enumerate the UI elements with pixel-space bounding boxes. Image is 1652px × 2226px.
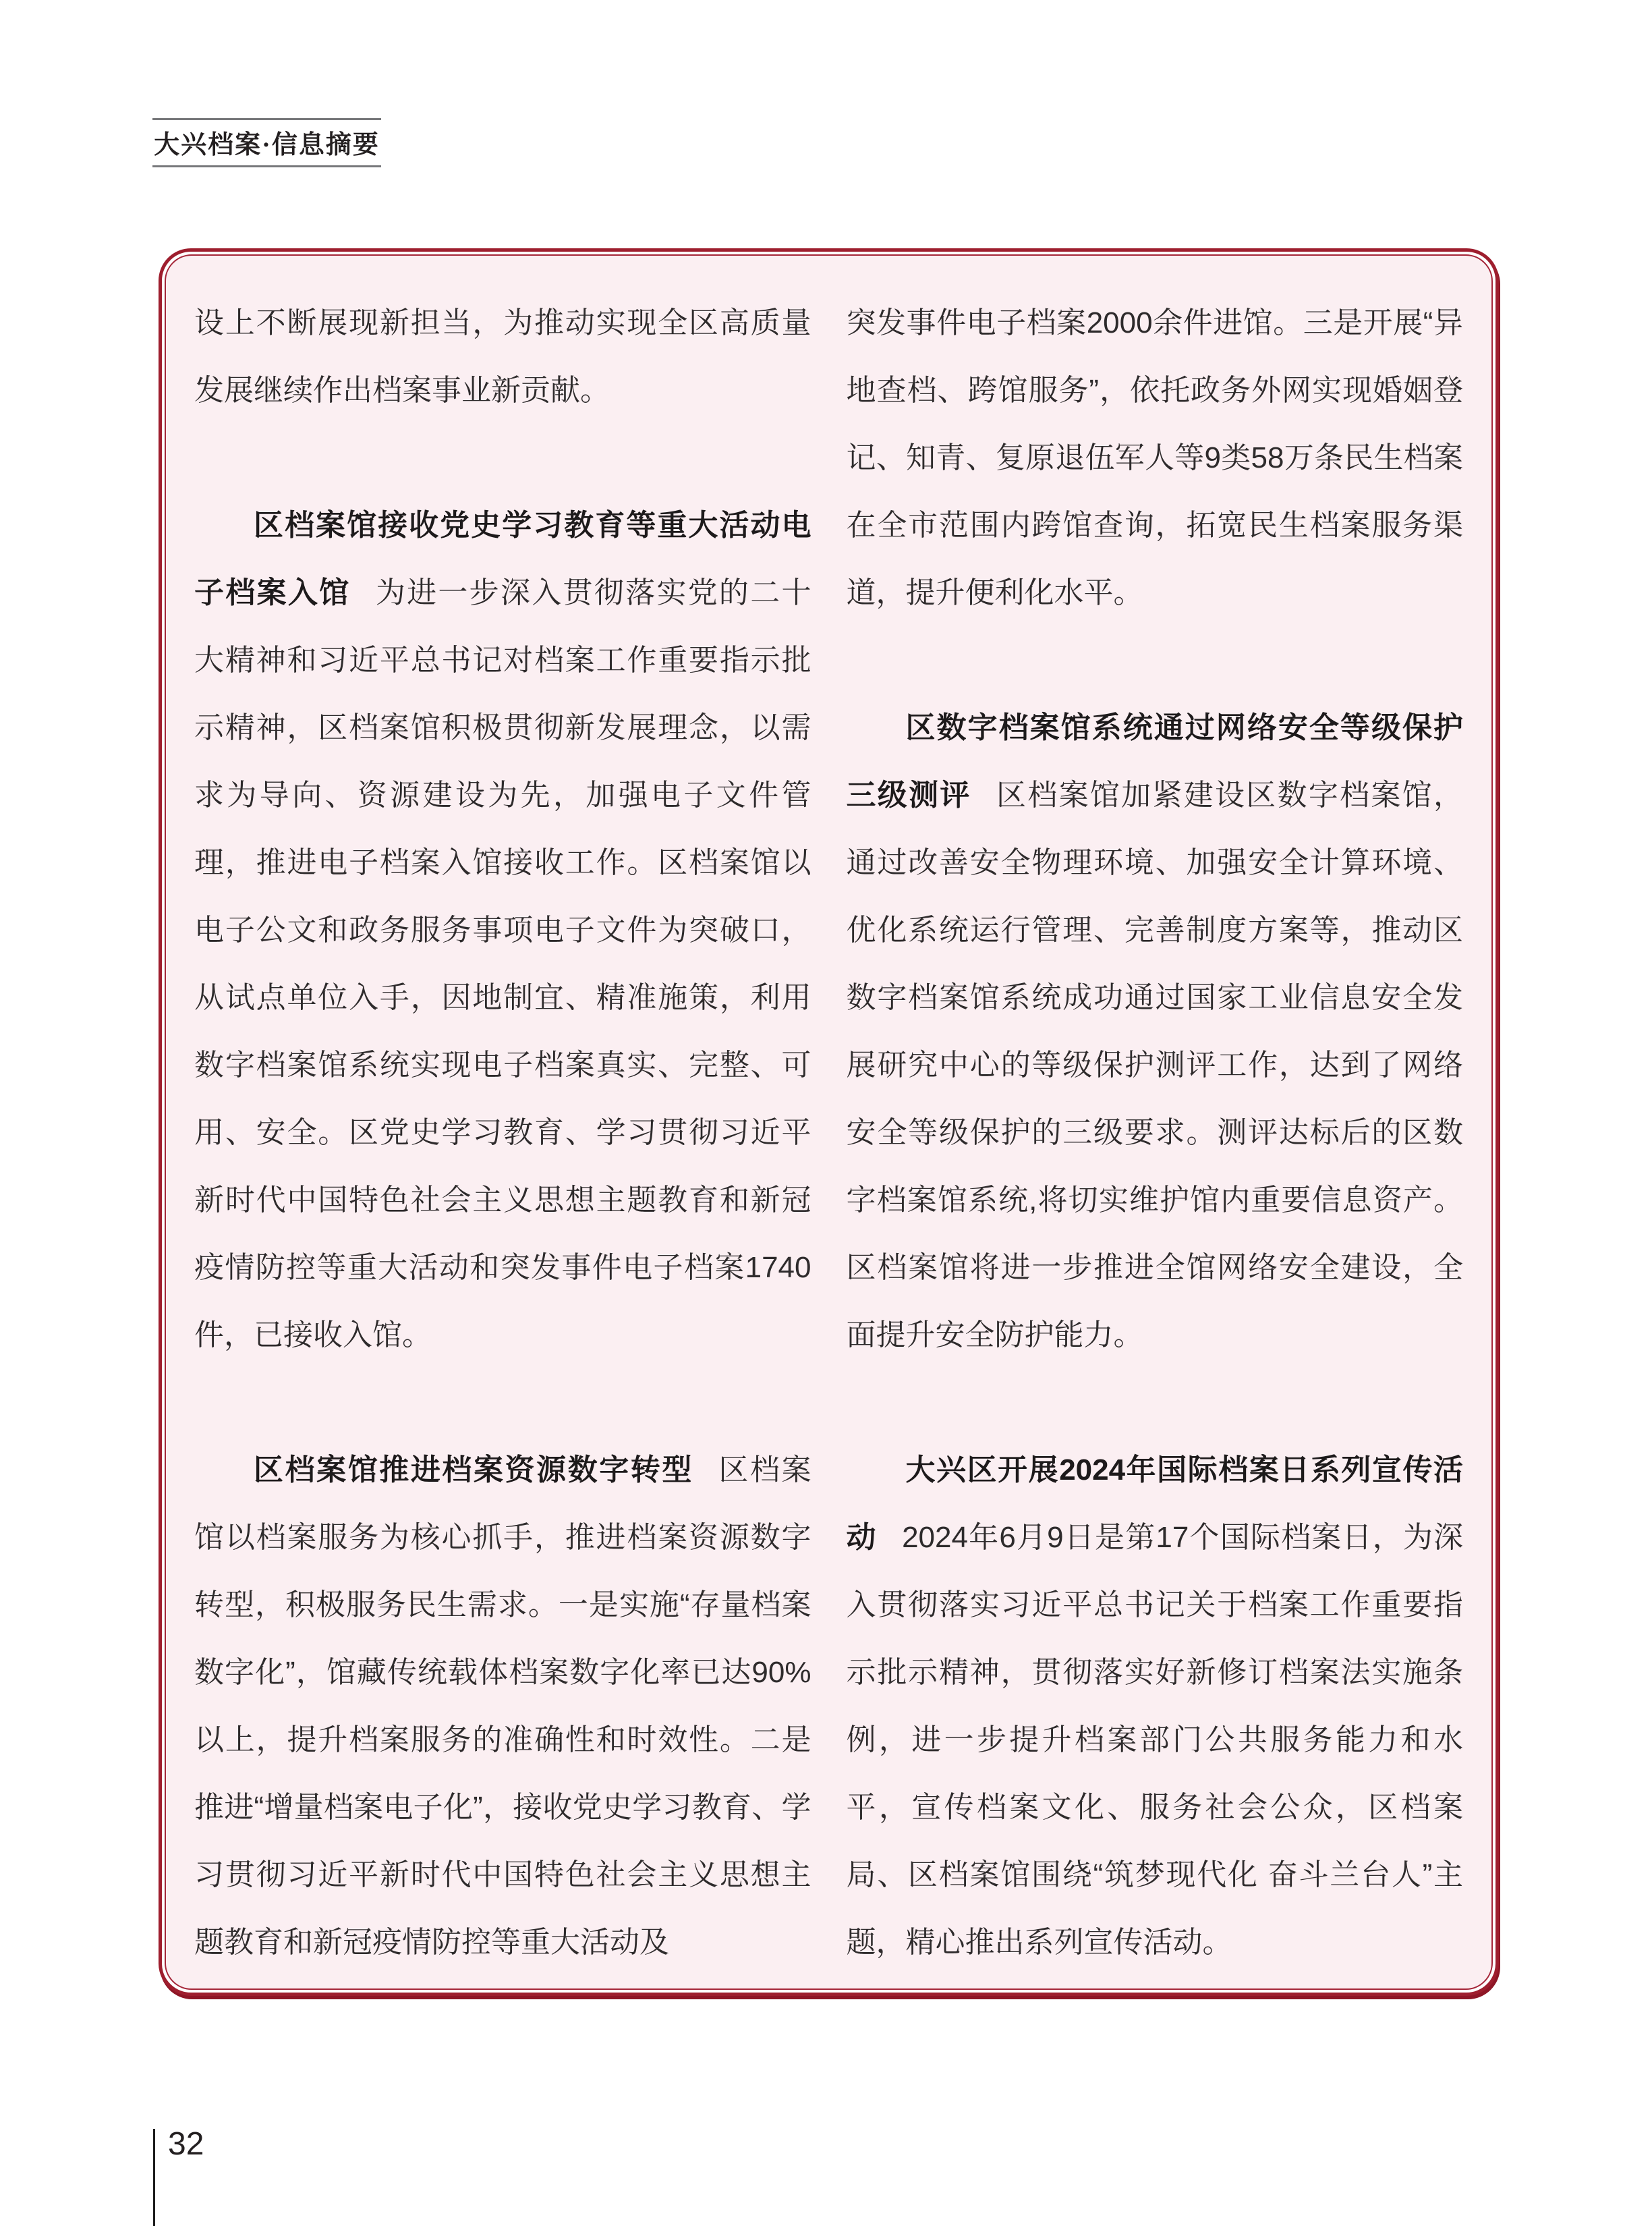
news-item-heading: 区数字档案馆系统通过网络安全等级保护三级测评 bbox=[846, 711, 1463, 812]
folio-rule bbox=[153, 2129, 155, 2226]
news-item-heading: 区档案馆推进档案资源数字转型 bbox=[254, 1453, 693, 1486]
page-title: 大兴档案·信息摘要 bbox=[154, 131, 380, 159]
paragraph-continued bbox=[847, 289, 1464, 627]
page-number: 32 bbox=[168, 2126, 204, 2162]
running-head bbox=[152, 118, 381, 167]
news-item-body: 2024年6月9日是第17个国际档案日，为深入贯彻落实习近平总书记关于档案工作重要指示批示精神，贯彻落实好新修订档案法实施条例，进一步提升档案部门公共服务能力和水平，宣传档案文化、服务社会公众，区档案局、区档案馆围绕“筑梦现代化 奋斗兰台人”主题，精心推出系列宣传活动。 bbox=[846, 1521, 1464, 1959]
content-box-inner bbox=[165, 254, 1493, 1990]
news-item-body: 区档案馆加紧建设区数字档案馆，通过改善安全物理环境、加强安全计算环境、优化系统运行管理、完善制度方案等，推动区数字档案馆系统成功通过国家工业信息安全发展研究中心的等级保护测评工作，达到了网络安全等级保护的三级要求。测评达标后的区数字档案馆系统,将切实维护馆内重要信息资产。区档案馆将进一步推进全馆网络安全建设，全面提升安全防护能力。 bbox=[846, 779, 1464, 1352]
paragraph-text: 突发事件电子档案2000余件进馆。三是开展“异地查档、跨馆服务”，依托政务外网实现婚姻登记、知青、复原退伍军人等9类58万条民生档案在全市范围内跨馆查询，拓宽民生档案服务渠道，提升便利化水平。 bbox=[846, 306, 1463, 609]
news-item-body: 为进一步深入贯彻落实党的二十大精神和习近平总书记对档案工作重要指示批示精神，区档案馆积极贯彻新发展理念，以需求为导向、资源建设为先，加强电子文件管理，推进电子档案入馆接收工作。区档案馆以电子公文和政务服务事项电子文件为突破口，从试点单位入手，因地制宜、精准施策，利用数字档案馆系统实现电子档案真实、完整、可用、安全。区党史学习教育、学习贯彻习近平新时代中国特色社会主义思想主题教育和新冠疫情防控等重大活动和突发事件电子档案1740件，已接收入馆。 bbox=[194, 576, 811, 1352]
news-item-body: 区档案馆以档案服务为核心抓手，推进档案资源数字转型，积极服务民生需求。一是实施“存量档案数字化”，馆藏传统载体档案数字化率已达90%以上，提升档案服务的准确性和时效性。二是推进“增量档案电子化”，接收党史学习教育、学习贯彻习近平新时代中国特色社会主义思想主题教育和新冠疫情防控等重大活动及 bbox=[194, 1453, 811, 1959]
news-item bbox=[194, 492, 811, 1369]
news-item-heading: 区档案馆接收党史学习教育等重大活动电子档案入馆 bbox=[194, 509, 811, 609]
left-column bbox=[194, 289, 811, 1988]
content-box bbox=[159, 248, 1499, 1996]
right-column bbox=[847, 289, 1464, 1988]
news-item bbox=[194, 1437, 811, 1976]
paragraph-text: 设上不断展现新担当，为推动实现全区高质量发展继续作出档案事业新贡献。 bbox=[194, 306, 811, 407]
news-item-heading: 大兴区开展2024年国际档案日系列宣传活动 bbox=[846, 1453, 1463, 1554]
columns bbox=[194, 289, 1463, 1988]
news-item bbox=[847, 694, 1464, 1369]
paragraph-continued bbox=[194, 289, 811, 424]
news-item bbox=[847, 1437, 1464, 1976]
